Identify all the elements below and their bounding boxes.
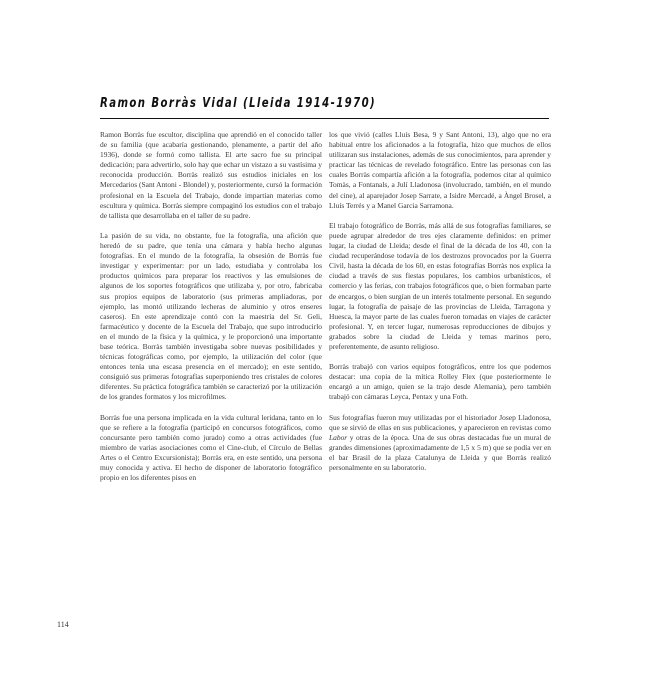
page-number: 114 [57, 620, 69, 629]
body-paragraph: Borràs trabajó con varios equipos fotográficos, entre los que podemos destacar: una copia de la mítica Rolley Flex (que posteriormente le encargó a un amigo, quien se la trajo desde Alemania), pero también trabajó con cámaras Leyca, Pentax y una Foth. [329, 362, 551, 402]
paragraph-text: y otras de la época. Una de sus obras destacadas fue un mural de grandes dimensiones (aproximadamente de 1,5 x 5 m) que se podía ver en el bar Brasil de la plaza Catalunya de Lleida y que Borràs realizó personalmente en su laboratorio. [329, 432, 551, 473]
body-paragraph: Borràs fue una persona implicada en la vida cultural leridana, tanto en lo que se refiere a la fotografía (participó en concursos fotográficos, como concursante pero también como jurado) como a otras actividades (fue miembro de varias asociaciones como el Cine-club, el Círculo de Bellas Artes o el Centro Excursionista); Borràs era, en este sentido, una persona muy conocida y activa. El hecho de disponer de laboratorio fotográfico propio en los diferentes pisos en [100, 412, 322, 483]
article-title: Ramon Borràs Vidal (Lleida 1914-1970) [100, 96, 377, 111]
paragraph-text: Sus fotografías fueron muy utilizadas por el historiador Josep Lladonosa, que se sirvió de ellas en sus publicaciones, y aparecieron en revistas como [329, 412, 551, 432]
title-underline [100, 118, 549, 119]
left-text-column [100, 130, 322, 493]
magazine-name: Labor [329, 432, 348, 442]
body-paragraph: El trabajo fotográfico de Borràs, más allá de sus fotografías familiares, se puede agrupar alrededor de tres ejes claramente definidos: en primer lugar, la ciudad de Lleida; desde el final de la década de los 40, con la ciudad recuperándose todavía de los destrozos provocados por la Guerra Civil, hasta la década de los 60, en estas fotografías Borràs nos explica la ciudad a través de sus fiestas populares, los cambios urbanísticos, el comercio y las ferias, con trabajos fotográficos que, o bien formaban parte de encargos, o bien surgían de un interés totalmente personal. En segundo lugar, la fotografía de paisaje de las provincias de Lleida, Tarragona y Huesca, la mayor parte de las cuales fueron tomadas en viajes de carácter profesional. Y, en tercer lugar, numerosas reproducciones de dibujos y grabados sobre la ciudad de Lleida y temas marinos pero, preferentemente, de asunto religioso. [329, 220, 551, 351]
body-paragraph [329, 413, 551, 474]
right-text-column [329, 130, 551, 483]
body-paragraph: los que vivió (calles Lluís Besa, 9 y Sant Antoni, 13), algo que no era habitual entre los aficionados a la fotografía, hizo que muchos de ellos utilizaran sus instalaciones, además de sus conocimientos, para aprender y practicar las técnicas de revelado fotográfico. Entre las personas con las cuales Borràs compartía afición a la fotografía, podemos citar al químico Tomàs, a Fontanals, a Julí Lladonosa (involucrado, también, en el mundo del cine), al aparejador Josep Sarrate, a Isidre Mercadé, a Àngel Brosel, a Lluís Terrés y a Manel Garcia Sarramona. [329, 130, 551, 210]
body-paragraph: Ramon Borràs fue escultor, disciplina que aprendió en el conocido taller de su familia (que acabaría gestionando, plenamente, a partir del año 1936), donde se formó como tallista. El arte sacro fue su principal dedicación; para advertirlo, solo hay que echar un vistazo a su vastísima y reconocida producción. Borràs realizó sus estudios iniciales en los Mercedarios (Sant Antoni - Blondel) y, posteriormente, cursó la formación profesional en la Escuela del Trabajo, donde impartían materias como escultura y química. Borràs siempre compaginó los estudios con el trabajo de tallista que desarrollaba en el taller de su padre. [100, 130, 322, 220]
body-paragraph: La pasión de su vida, no obstante, fue la fotografía, una afición que heredó de su padre, que tenía una cámara y había hecho algunas fotografías. En el mundo de la fotografía, la obsesión de Borràs fue investigar y experimentar: por un lado, estudiaba y controlaba los productos químicos para preparar los reactivos y las emulsiones de algunos de los soportes fotográficos que utilizaba y, por otro, fabricaba sus propios equipos de laboratorio (sus primeras ampliadoras, por ejemplo, las montó utilizando lecheras de aluminio y otros enseres caseros). En este aprendizaje contó con la maestría del Sr. Geli, farmacéutico y docente de la Escuela del Trabajo, que supo introducirlo en el mundo de la física y la química, y le proporcionó una importante base teórica. Borràs también investigaba sobre nuevas posibilidades y técnicas fotográficas como, por ejemplo, la utilización del color (que entonces tenía una escasa presencia en el mercado); en este sentido, consiguió sus primeras fotografías superponiendo tres cristales de colores diferentes. Su práctica fotográfica también se caracterizó por la utilización de los grandes formatos y los microfilmes. [100, 230, 322, 402]
